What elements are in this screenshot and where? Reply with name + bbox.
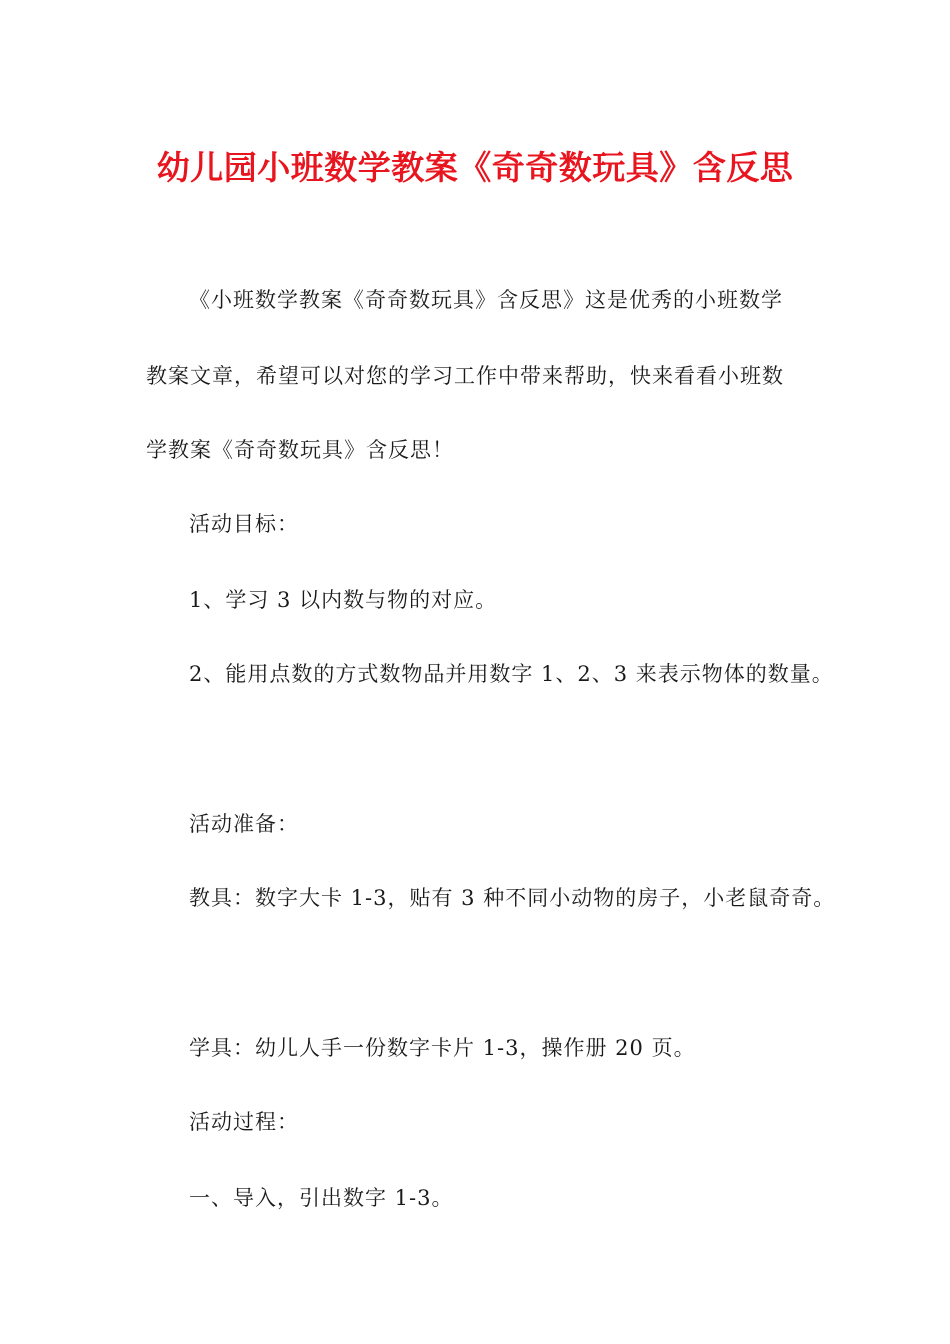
goal-item-2: 2、能用点数的方式数物品并用数字 1、2、3 来表示物体的数量。 <box>189 662 834 686</box>
process-step-1: 一、导入，引出数字 1-3。 <box>189 1186 454 1210</box>
section-heading-process: 活动过程： <box>189 1110 299 1134</box>
intro-line-1: 《小班数学教案《奇奇数玩具》含反思》这是优秀的小班数学 <box>189 288 783 312</box>
preparation-teaching-aids: 教具：数字大卡 1-3，贴有 3 种不同小动物的房子，小老鼠奇奇。 <box>189 886 836 910</box>
section-heading-preparation: 活动准备： <box>189 812 299 836</box>
intro-line-2: 教案文章，希望可以对您的学习工作中带来帮助，快来看看小班数 <box>146 364 784 388</box>
intro-line-3: 学教案《奇奇数玩具》含反思！ <box>146 438 454 462</box>
document-title: 幼儿园小班数学教案《奇奇数玩具》含反思 <box>156 148 794 187</box>
preparation-learning-aids: 学具：幼儿人手一份数字卡片 1-3，操作册 20 页。 <box>189 1036 696 1060</box>
goal-item-1: 1、学习 3 以内数与物的对应。 <box>189 588 498 612</box>
section-heading-goals: 活动目标： <box>189 512 299 536</box>
